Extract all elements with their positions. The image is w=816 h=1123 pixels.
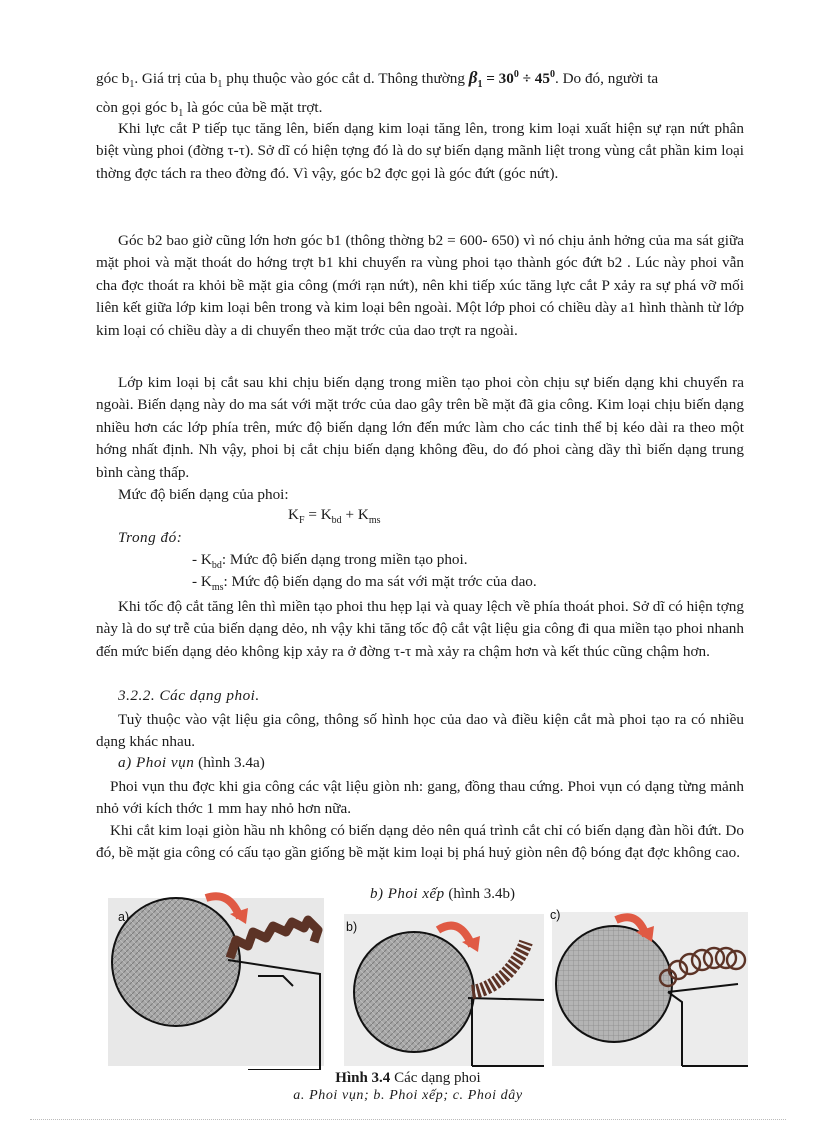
figure-illustration [108,880,748,1070]
trong-do-label: Trong đó: [118,529,183,546]
formula-kf: $K_F = K_{bd} + K_{ms}$ [288,506,381,527]
workpiece-c [556,926,672,1042]
figure-subcaption: a. Phoi vụn; b. Phoi xếp; c. Phoi dây [293,1088,523,1103]
page-bottom-rule [30,1119,786,1120]
paragraph-7: Tuỳ thuộc vào vật liệu gia công, thông số hình học của dao và điều kiện cắt mà phoi tạo ra có nhiều dạng khác nhau. [96,711,744,751]
section-heading-322: 3.2.2. Các dạng phoi. [118,687,260,704]
paragraph-6: Khi tốc độ cắt tăng lên thì miền tạo phoi thu hẹp lại và quay lệch về phía thoát phoi. Sở dĩ có hiện tợng này là do sự trễ của biến dạng dẻo, nh vậy khi tăng tốc độ cắt vật liệu gia công đi qua miền tạo phoi nhanh đến mức biến dạng dẻo không kịp xảy ra ở đờng τ-τ mà xảy ra chậm hơn và kết thúc cũng chậm hơn. [96,598,744,660]
bullet-kbd: - $K_{bd}$: Mức độ biến dạng trong miền tạo phoi. [192,551,468,572]
bullet-kms: - $K_{ms}$: Mức độ biến dạng do ma sát với mặt trớc của dao. [192,573,537,594]
subheading-phoi-vun: a) Phoi vụn (hình 3.4a) [118,754,265,771]
paragraph-3: Góc b2 bao giờ cũng lớn hơn góc b1 (thông thờng b2 = 600- 650) vì nó chịu ảnh hởng của ma sát giữa mặt phoi và mặt thoát do hớng trợt b1 khi chuyển ra vùng phoi tạo thành góc đứt b2 . Lúc này phoi vẫn cha đợc thoát ra khỏi bề mặt gia công (mới rạn nứt), nên khi tiếp xúc tăng lực cắt P xảy ra sự phá vỡ mối liên kết giữa lớp kim loại bên trong và kim loại bên ngoài. Một lớp phoi có chiều dày a1 hình thành từ lớp kim loại có chiều dày a di chuyển theo mặt trớc của dao trợt ra ngoài. [96,232,744,339]
paragraph-8: Phoi vụn thu đợc khi gia công các vật liệu giòn nh: gang, đồng thau cứng. Phoi vụn có dạng từng mảnh nhỏ với kích thớc 1 mm hay nhỏ hơn nữa. [96,778,744,818]
figure-caption: Hình 3.4 Các dạng phoi [335,1070,481,1086]
beta-symbol: β [468,68,478,88]
workpiece-a [112,898,240,1026]
figure-chip-types [108,880,748,1070]
paragraph-5: Mức độ biến dạng của phoi: [118,486,289,503]
workpiece-b [354,932,474,1052]
paragraph-9: Khi cắt kim loại giòn hầu nh không có biến dạng dẻo nên quá trình cắt chỉ có biến dạng đàn hồi đứt. Do đó, bề mặt gia công có cấu tạo gần giống bề mặt kim loại bị phá huỷ giòn nên độ bóng đạt đợc không cao. [96,822,744,862]
paragraph-2: Khi lực cắt P tiếp tục tăng lên, biến dạng kim loại tăng lên, trong kim loại xuất hiện sự rạn nứt phân biệt vùng phoi (đờng τ-τ). Sở dĩ có hiện tợng đó là do sự biến dạng mãnh liệt trong vùng cắt phần kim loại thờng đợc tách ra theo đờng đó. Vì vậy, góc b2 đợc gọi là góc đứt (góc nứt). [96,120,744,182]
figure-label-c: c) [550,908,561,922]
line-2: còn gọi góc $b_1$ là góc của bề mặt trợt. [96,98,323,119]
paragraph-intro [96,64,744,125]
subheading-phoi-xep: b) Phoi xếp (hình 3.4b) [370,886,516,902]
paragraph-4: Lớp kim loại bị cắt sau khi chịu biến dạng trong miền tạo phoi còn chịu sự biến dạng khi chuyển ra ngoài. Biến dạng này do ma sát với mặt trớc của dao gây trên bề mặt đã gia công. Kim loại chịu biến dạng nhiều hơn các lớp phía trên, mức độ biến dạng lớn đến mức làm cho các tinh thể bị kéo dài ra theo một hớng nhất định. Nh vậy, phoi bị cắt chịu biến dạng không đều, do đó phoi càng dầy thì biến dạng trung bình càng thấp. [96,374,744,481]
figure-label-a: a) [118,910,130,924]
figure-label-b: b) [346,920,358,934]
line-1: góc $b_1$. Giá trị của $b_1$ phụ thuộc vào góc cắt d. Thông thường $\beta_1 = 30^0 \div 45^0$. Do đó, người ta [96,68,659,91]
